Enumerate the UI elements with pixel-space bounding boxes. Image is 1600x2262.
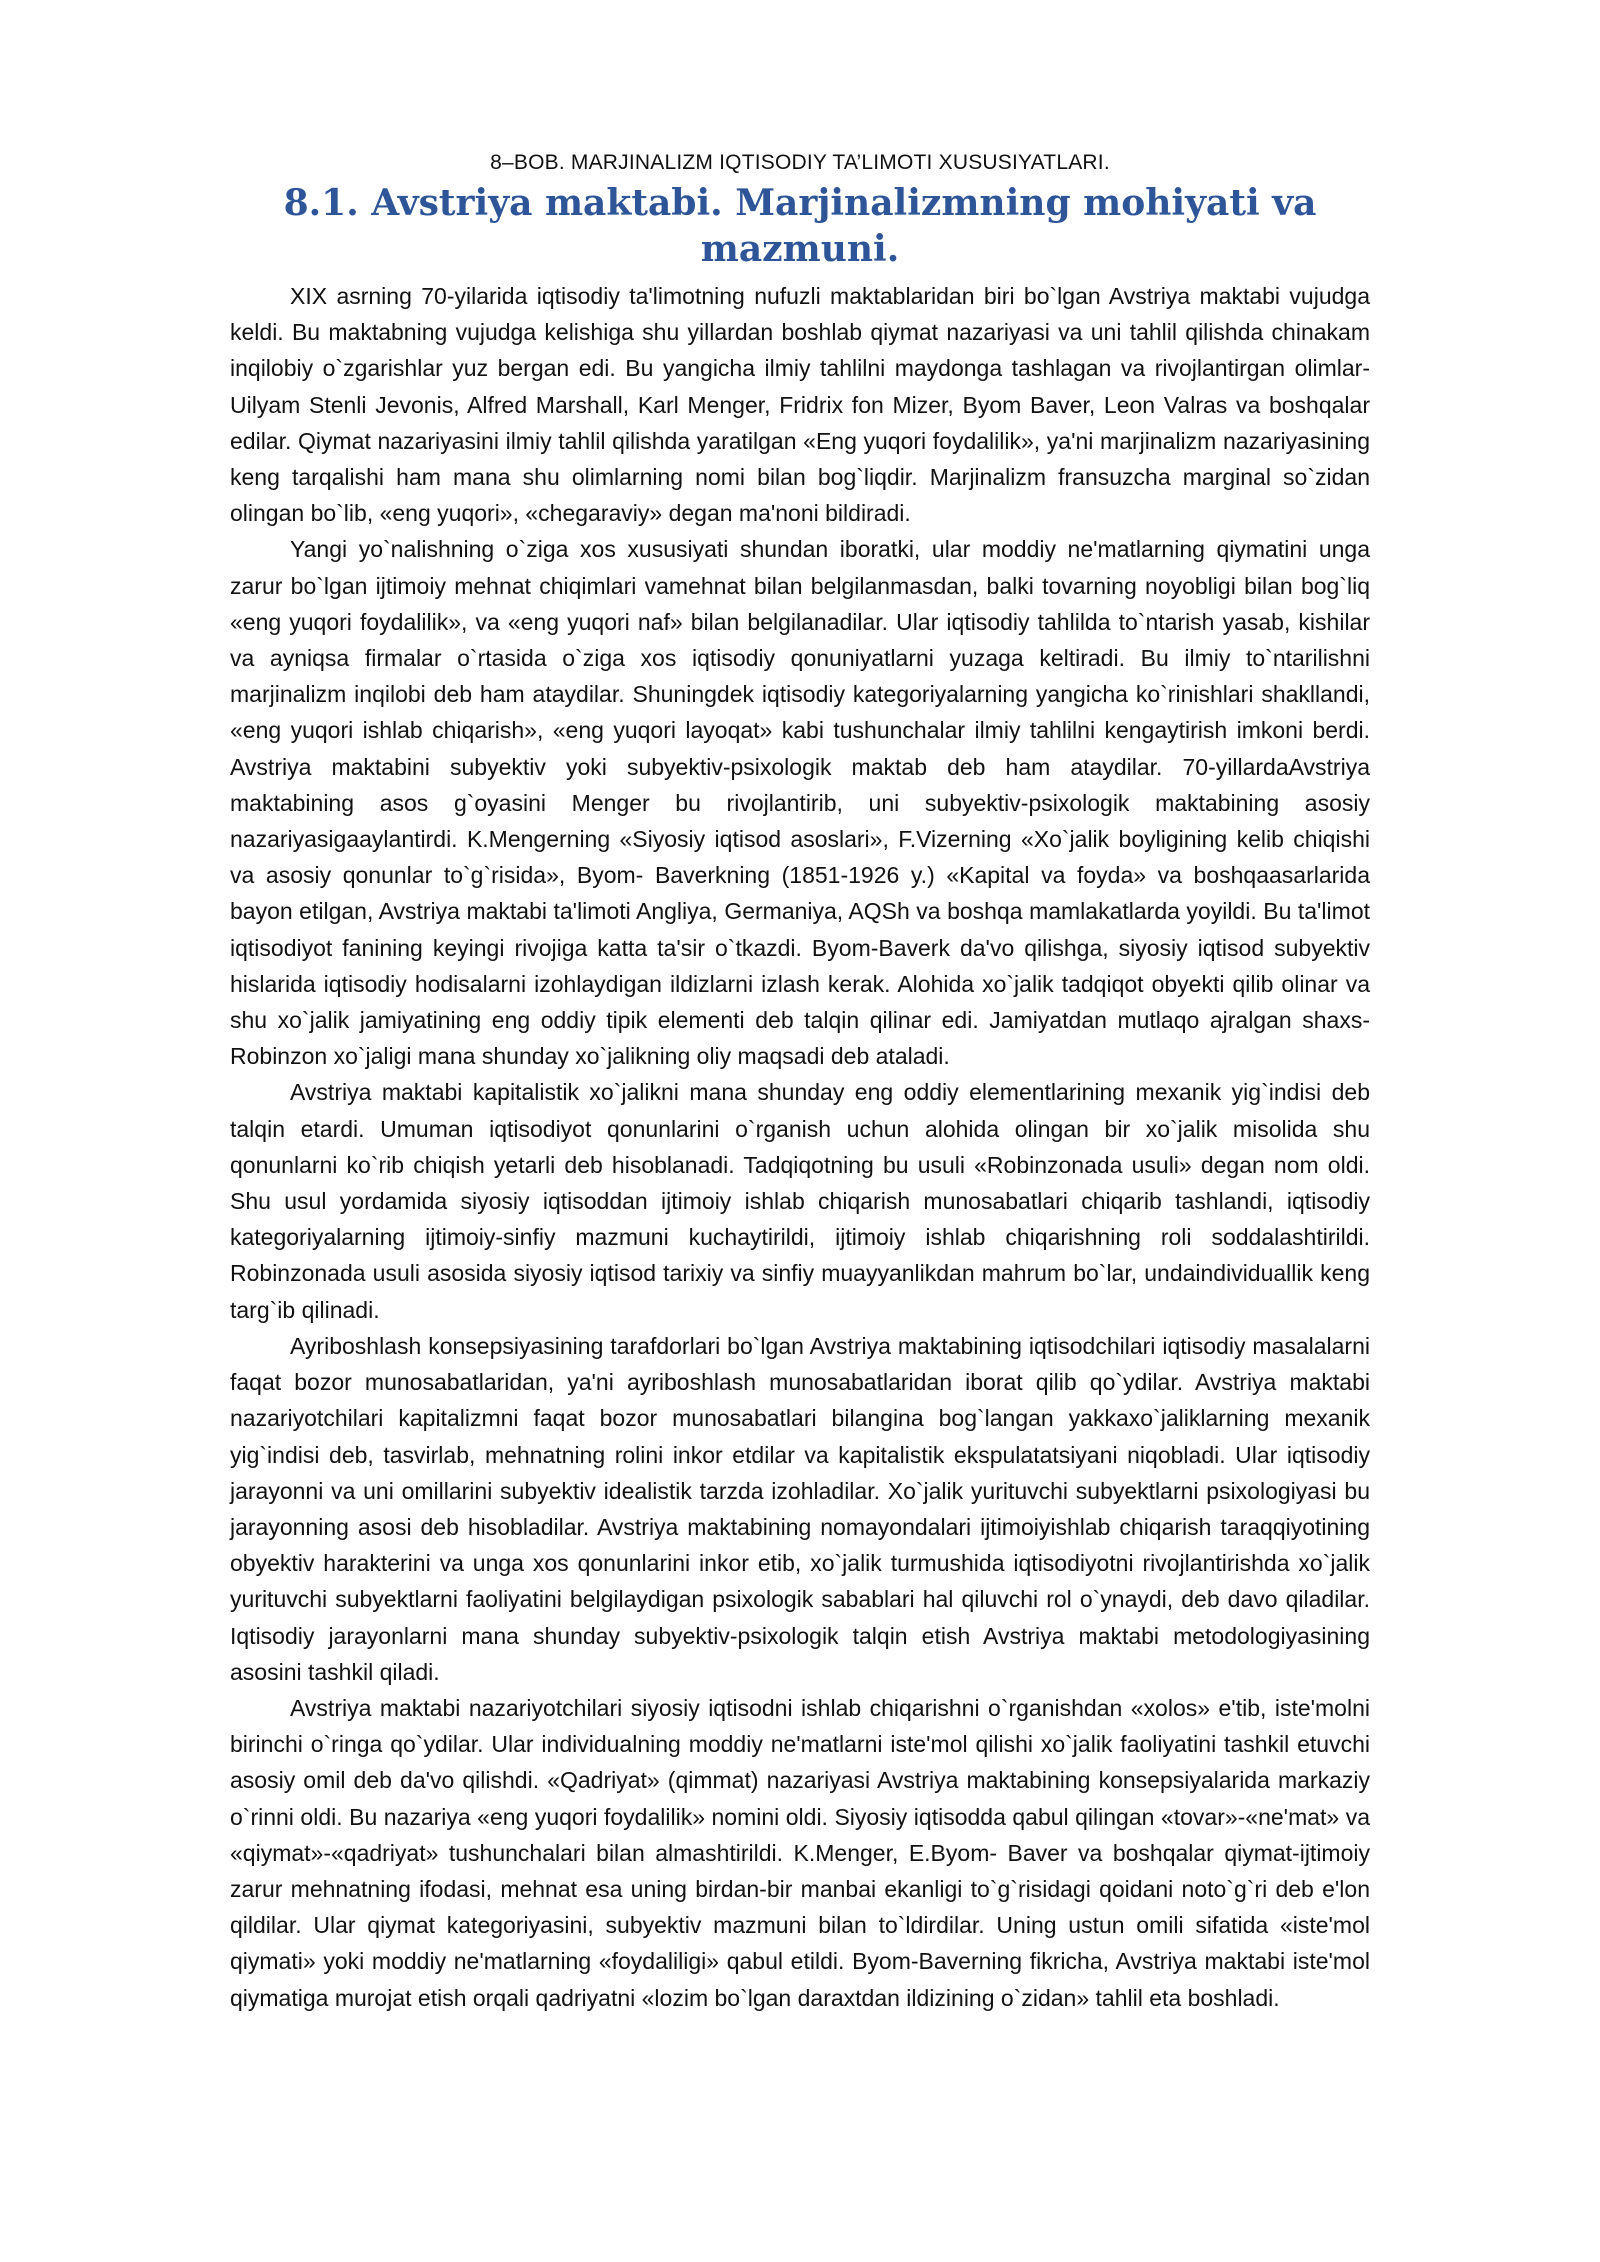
- section-title: 8.1. Avstriya maktabi. Marjinalizmning mohiyati va mazmuni.: [283, 182, 1317, 270]
- document-body: [230, 150, 1370, 2016]
- paragraph-2: Yangi yo`nalishning o`ziga xos xususiyati shundan iboratki, ular moddiy ne'matlarning qiymatini unga zarur bo`lgan ijtimoiy mehnat chiqimlari vamehnat bilan belgilanmasdan, balki tovarning noyobligi bilan bog`liq «eng yuqori foydalilik», va «eng yuqori naf» bilan belgilanadilar. Ular iqtisodiy tahlilda to`ntarish yasab, kishilar va ayniqsa firmalar o`rtasida o`ziga xos iqtisodiy qonuniyatlarni yuzaga keltiradi. Bu ilmiy to`ntarilishni marjinalizm inqilobi deb ham ataydilar. Shuningdek iqtisodiy kategoriyalarning yangicha ko`rinishlari shakllandi, «eng yuqori ishlab chiqarish», «eng yuqori layoqat» kabi tushunchalar ilmiy tahlilni kengaytirish imkoni berdi. Avstriya maktabini subyektiv yoki subyektiv-psixologik maktab deb ham ataydilar. 70-yillardaAvstriya maktabining asos g`oyasini Menger bu rivojlantirib, uni subyektiv-psixologik maktabining asosiy nazariyasigaaylantirdi. K.Mengerning «Siyosiy iqtisod asoslari», F.Vizerning «Xo`jalik boyligining kelib chiqishi va asosiy qonunlar to`g`risida», Byom- Baverkning (1851-1926 y.) «Kapital va foyda» va boshqaasarlarida bayon etilgan, Avstriya maktabi ta'limoti Angliya, Germaniya, AQSh va boshqa mamlakatlarda yoyildi. Bu ta'limot iqtisodiyot fanining keyingi rivojiga katta ta'sir o`tkazdi. Byom-Baverk da'vo qilishga, siyosiy iqtisod subyektiv hislarida iqtisodiy hodisalarni izohlaydigan ildizlarni izlash kerak. Alohida xo`jalik tadqiqot obyekti qilib olinar va shu xo`jalik jamiyatining eng oddiy tipik elementi deb talqin qilinar edi. Jamiyatdan mutlaqo ajralgan shaxs- Robinzon xo`jaligi mana shunday xo`jalikning oliy maqsadi deb ataladi.: [230, 536, 1370, 1070]
- paragraph-1: XIX asrning 70-yilarida iqtisodiy ta'limotning nufuzli maktablaridan biri bo`lgan Avstriya maktabi vujudga keldi. Bu maktabning vujudga kelishiga shu yillardan boshlab qiymat nazariyasi va uni tahlil qilishda chinakam inqilobiy o`zgarishlar yuz bergan edi. Bu yangicha ilmiy tahlilni maydonga tashlagan va rivojlantirgan olimlar- Uilyam Stenli Jevonis, Alfred Marshall, Karl Menger, Fridrix fon Mizer, Byom Baver, Leon Valras va boshqalar edilar. Qiymat nazariyasini ilmiy tahlil qilishda yaratilgan «Eng yuqori foydalilik», ya'ni marjinalizm nazariyasining keng tarqalishi ham mana shu olimlarning nomi bilan bog`liqdir. Marjinalizm fransuzcha marginal so`zidan olingan bo`lib, «eng yuqori», «chegaraviy» degan ma'noni bildiradi.: [230, 283, 1370, 527]
- chapter-title: 8–BOB. MARJINALIZM IQTISODIY TA’LIMOTI XUSUSIYATLARI.: [490, 151, 1110, 174]
- paragraph-3: Avstriya maktabi kapitalistik xo`jalikni mana shunday eng oddiy elementlarining mexanik yig`indisi deb talqin etardi. Umuman iqtisodiyot qonunlarini o`rganish uchun alohida olingan bir xo`jalik misolida shu qonunlarni ko`rib chiqish yetarli deb hisoblanadi. Tadqiqotning bu usuli «Robinzonada usuli» degan nom oldi. Shu usul yordamida siyosiy iqtisoddan ijtimoiy ishlab chiqarish munosabatlari chiqarib tashlandi, iqtisodiy kategoriyalarning ijtimoiy-sinfiy mazmuni kuchaytirildi, ijtimoiy ishlab chiqarishning roli soddalashtirildi. Robinzonada usuli asosida siyosiy iqtisod tarixiy va sinfiy muayyanlikdan mahrum bo`lar, undaindividuallik keng targ`ib qilinadi.: [230, 1079, 1370, 1323]
- paragraph-5: Avstriya maktabi nazariyotchilari siyosiy iqtisodni ishlab chiqarishni o`rganishdan «xolos» e'tib, iste'molni birinchi o`ringa qo`ydilar. Ular individualning moddiy ne'matlarni iste'mol qilishi xo`jalik faoliyatini tashkil etuvchi asosiy omil deb da'vo qilishdi. «Qadriyat» (qimmat) nazariyasi Avstriya maktabining konsepsiyalarida markaziy o`rinni oldi. Bu nazariya «eng yuqori foydalilik» nomini oldi. Siyosiy iqtisodda qabul qilingan «tovar»-«ne'mat» va «qiymat»-«qadriyat» tushunchalari bilan almashtirildi. K.Menger, E.Byom- Baver va boshqalar qiymat-ijtimoiy zarur mehnatning ifodasi, mehnat esa uning birdan-bir manbai ekanligi to`g`risidagi qoidani noto`g`ri deb e'lon qildilar. Ular qiymat kategoriyasini, subyektiv mazmuni bilan to`ldirdilar. Uning ustun omili sifatida «iste'mol qiymati» yoki moddiy ne'matlarning «foydaliligi» qabul etildi. Byom-Baverning fikricha, Avstriya maktabi iste'mol qiymatiga murojat etish orqali qadriyatni «lozim bo`lgan daraxtdan ildizining o`zidan» tahlil eta boshladi.: [230, 1694, 1370, 2011]
- paragraph-4: Ayriboshlash konsepsiyasining tarafdorlari bo`lgan Avstriya maktabining iqtisodchilari iqtisodiy masalalarni faqat bozor munosabatlaridan, ya'ni ayriboshlash munosabatlaridan iborat qilib qo`ydilar. Avstriya maktabi nazariyotchilari kapitalizmni faqat bozor munosabatlari bilangina bog`langan yakkaxo`jaliklarning mexanik yig`indisi deb, tasvirlab, mehnatning rolini inkor etdilar va kapitalistik ekspulatatsiyani niqobladi. Ular iqtisodiy jarayonni va uni omillarini subyektiv idealistik tarzda izohladilar. Xo`jalik yurituvchi subyektlarni psixologiyasi bu jarayonning asosi deb hisobladilar. Avstriya maktabining nomayondalari ijtimoiyishlab chiqarish taraqqiyotining obyektiv harakterini va unga xos qonunlarini inkor etib, xo`jalik turmushida iqtisodiyotni rivojlantirishda xo`jalik yurituvchi subyektlarni faoliyatini belgilaydigan psixologik sabablari hal qiluvchi rol o`ynaydi, deb davo qiladilar. Iqtisodiy jarayonlarni mana shunday subyektiv-psixologik talqin etish Avstriya maktabi metodologiyasining asosini tashkil qiladi.: [230, 1332, 1370, 1685]
